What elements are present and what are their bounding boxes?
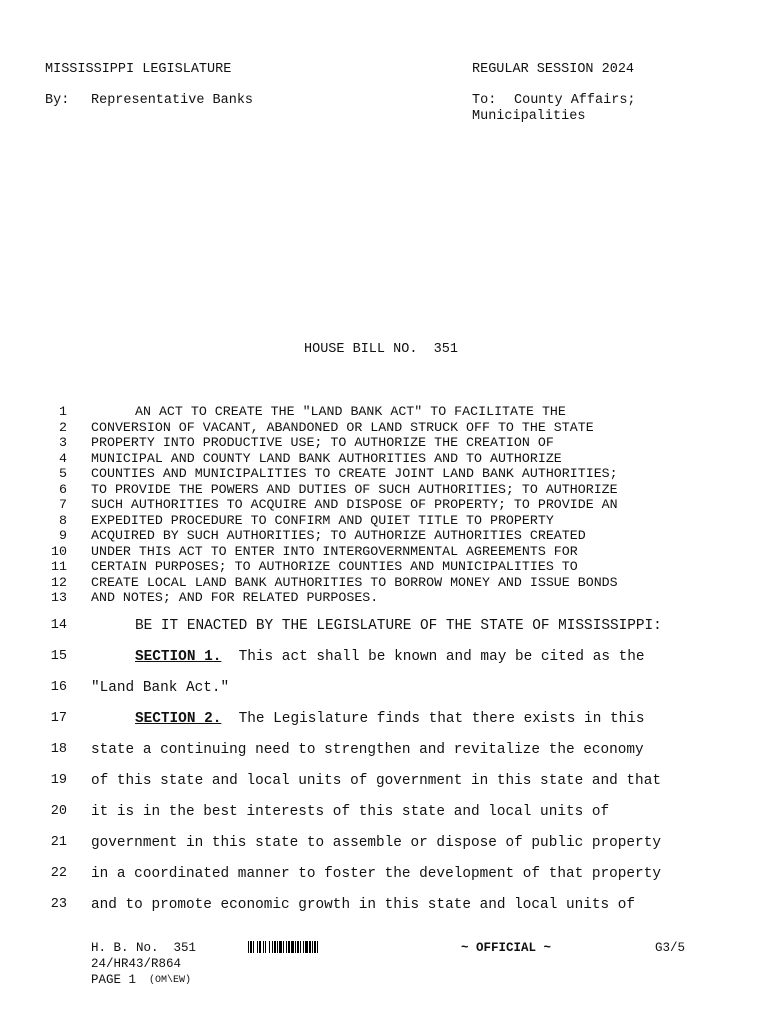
title-text: AN ACT TO CREATE THE "LAND BANK ACT" TO FACILITATE THE [135, 404, 566, 419]
title-text: MUNICIPAL AND COUNTY LAND BANK AUTHORITIES AND TO AUTHORIZE [91, 450, 562, 466]
line-number: 15 [50, 649, 67, 664]
line-number: 10 [51, 543, 67, 559]
line-number: 7 [59, 497, 67, 512]
line-number: 19 [50, 773, 67, 788]
title-text: UNDER THIS ACT TO ENTER INTO INTERGOVERNMENTAL AGREEMENTS FOR [91, 543, 578, 559]
line-number: 14 [50, 618, 67, 633]
title-line-9 [0, 528, 770, 544]
line-number: 18 [50, 742, 67, 757]
title-line-7 [0, 497, 770, 513]
referral-committee-2: Municipalities [472, 109, 586, 124]
body-line-21 [0, 834, 770, 852]
body-text: government in this state to assemble or dispose of public property [91, 835, 661, 851]
body-line-14 [0, 617, 770, 635]
barcode-bar [317, 941, 318, 953]
referral-committee-1: County Affairs; [514, 93, 636, 108]
title-text: EXPEDITED PROCEDURE TO CONFIRM AND QUIET TITLE TO PROPERTY [91, 512, 554, 528]
title-text: COUNTIES AND MUNICIPALITIES TO CREATE JOINT LAND BANK AUTHORITIES; [91, 466, 618, 481]
body-text: This act shall be known and may be cited as the [221, 649, 645, 665]
title-text: CERTAIN PURPOSES; TO AUTHORIZE COUNTIES AND MUNICIPALITIES TO [91, 559, 578, 574]
body-line-16 [0, 679, 770, 697]
body-text: it is in the best interests of this state and local units of [91, 804, 610, 820]
body-text: and to promote economic growth in this state and local units of [91, 897, 636, 913]
body-line-23 [0, 896, 770, 914]
title-line-12 [0, 575, 770, 591]
line-number: 13 [51, 590, 67, 605]
body-line-17 [0, 710, 770, 728]
title-line-6 [0, 482, 770, 498]
body-text: state a continuing need to strengthen and revitalize the economy [91, 742, 644, 758]
title-text: SUCH AUTHORITIES TO ACQUIRE AND DISPOSE OF PROPERTY; TO PROVIDE AN [91, 497, 618, 512]
body-text: The Legislature finds that there exists in this [221, 711, 645, 727]
title-text: CONVERSION OF VACANT, ABANDONED OR LAND STRUCK OFF TO THE STATE [91, 419, 594, 435]
title-line-13 [0, 590, 770, 606]
body-line-15 [0, 648, 770, 666]
title-line-1 [0, 404, 770, 420]
line-number: 12 [51, 574, 67, 590]
enacting-clause: BE IT ENACTED BY THE LEGISLATURE OF THE STATE OF MISSISSIPPI: [135, 618, 662, 634]
line-number: 8 [59, 512, 67, 528]
title-line-11 [0, 559, 770, 575]
session-label: REGULAR SESSION 2024 [472, 62, 635, 77]
body-line-19 [0, 772, 770, 790]
official-stamp: ~ OFFICIAL ~ [461, 941, 552, 955]
section-heading-2: SECTION 2. [135, 711, 222, 727]
footer-page-number: PAGE 1 [91, 973, 137, 987]
footer-initials: (OM\EW) [149, 975, 192, 986]
line-number: 23 [50, 897, 67, 912]
barcode-image [248, 941, 356, 953]
body-line-18 [0, 741, 770, 759]
line-number: 5 [59, 466, 67, 481]
line-number: 3 [59, 435, 67, 450]
body-text: "Land Bank Act." [91, 680, 230, 696]
bill-number-title: HOUSE BILL NO. 351 [304, 342, 458, 357]
line-number: 9 [59, 528, 67, 543]
title-line-8 [0, 513, 770, 529]
line-number: 20 [50, 804, 67, 819]
line-number: 17 [50, 711, 67, 726]
line-number: 11 [51, 559, 67, 574]
title-text: TO PROVIDE THE POWERS AND DUTIES OF SUCH AUTHORITIES; TO AUTHORIZE [91, 481, 618, 497]
line-number: 4 [59, 450, 67, 466]
referral-label: To: [472, 93, 497, 108]
line-number: 22 [50, 866, 67, 881]
line-number: 6 [59, 481, 67, 497]
line-number: 16 [50, 680, 67, 695]
sponsor-label: By: [45, 93, 70, 108]
footer-bill-ref: H. B. No. 351 [91, 941, 197, 955]
body-line-20 [0, 803, 770, 821]
title-line-2 [0, 420, 770, 436]
title-text: PROPERTY INTO PRODUCTIVE USE; TO AUTHORIZE THE CREATION OF [91, 435, 554, 450]
title-line-10 [0, 544, 770, 560]
line-number: 1 [59, 404, 67, 419]
sponsor-name: Representative Banks [91, 93, 254, 108]
title-text: AND NOTES; AND FOR RELATED PURPOSES. [91, 590, 379, 605]
line-number: 21 [50, 835, 67, 850]
title-line-4 [0, 451, 770, 467]
footer-code: G3/5 [655, 941, 686, 955]
title-line-3 [0, 435, 770, 451]
legislature-name: MISSISSIPPI LEGISLATURE [45, 62, 232, 77]
title-text: CREATE LOCAL LAND BANK AUTHORITIES TO BORROW MONEY AND ISSUE BONDS [91, 574, 618, 590]
title-line-5 [0, 466, 770, 482]
body-text: of this state and local units of government in this state and that [91, 773, 661, 789]
body-line-22 [0, 865, 770, 883]
section-heading-1: SECTION 1. [135, 649, 222, 665]
line-number: 2 [59, 419, 67, 435]
body-text: in a coordinated manner to foster the development of that property [91, 866, 661, 882]
title-text: ACQUIRED BY SUCH AUTHORITIES; TO AUTHORIZE AUTHORITIES CREATED [91, 528, 586, 543]
footer-draft-id: 24/HR43/R864 [91, 957, 182, 971]
